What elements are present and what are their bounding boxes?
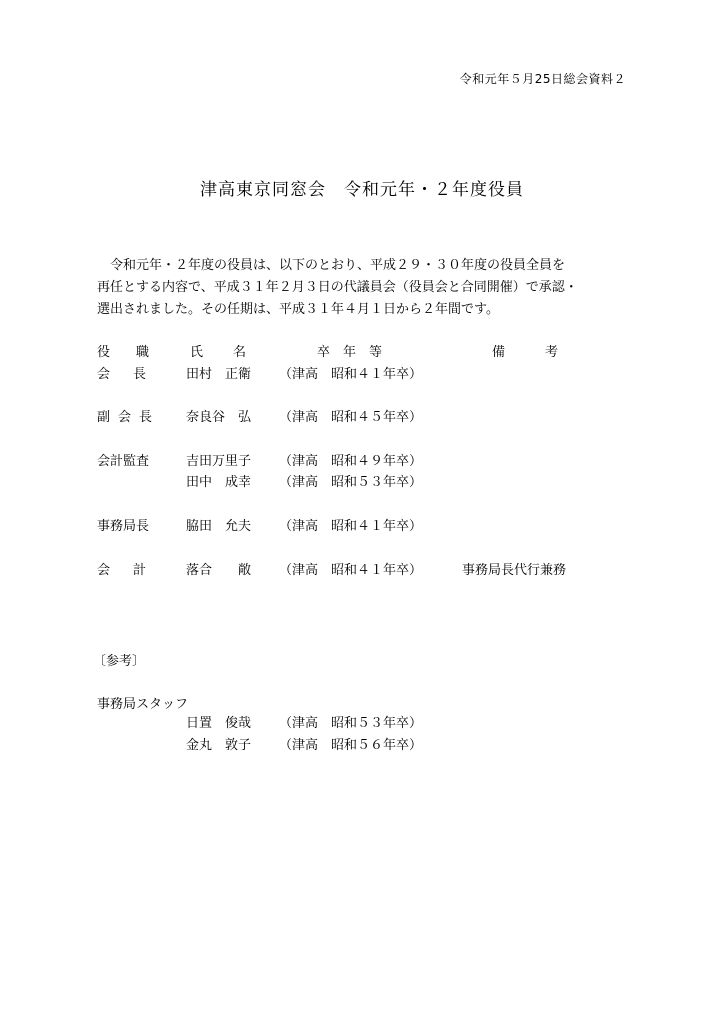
header-role: 役職 — [97, 345, 176, 360]
row-name: 吉田万里子 — [186, 454, 252, 469]
staff-name: 日置 俊哉 — [186, 716, 252, 731]
intro-line: 令和元年・２年度の役員は、以下のとおり、平成２９・３０年度の役員全員を — [110, 258, 566, 273]
row-cohort: （津高 昭和４１年卒） — [279, 367, 423, 382]
staff-cohort: （津高 昭和５６年卒） — [279, 738, 423, 753]
reference-label: 〔参考〕 — [93, 654, 146, 669]
row-name: 田村 正衛 — [186, 367, 252, 382]
intro-paragraph — [97, 255, 637, 321]
row-role: 事務局長 — [97, 519, 150, 534]
row-role: 会計 — [97, 563, 170, 578]
row-name: 落合 敞 — [186, 563, 252, 578]
row-cohort: （津高 昭和５３年卒） — [279, 475, 423, 490]
header-name: 氏名 — [190, 345, 277, 360]
header-cohort: 卒年等 — [317, 345, 396, 360]
row-cohort: （津高 昭和４１年卒） — [279, 519, 423, 534]
row-role: 会計監査 — [97, 454, 150, 469]
intro-line: 選出されました。その任期は、平成３１年４月１日から２年間です。 — [97, 302, 499, 317]
document-reference: 令和元年５月25日総会資料２ — [459, 72, 626, 86]
row-role: 副会長 — [97, 410, 161, 425]
staff-name: 金丸 敦子 — [186, 738, 252, 753]
row-cohort: （津高 昭和４１年卒） — [279, 563, 423, 578]
row-cohort: （津高 昭和４９年卒） — [279, 454, 423, 469]
intro-line: 再任とする内容で、平成３１年２月３日の代議員会（役員会と合同開催）で承認・ — [97, 280, 578, 295]
page-title: 津高東京同窓会 令和元年・２年度役員 — [200, 180, 524, 200]
staff-cohort: （津高 昭和５３年卒） — [279, 716, 423, 731]
row-cohort: （津高 昭和４５年卒） — [279, 410, 423, 425]
staff-label: 事務局スタッフ — [97, 697, 189, 712]
row-name: 脇田 允夫 — [186, 519, 252, 534]
row-role: 会長 — [97, 367, 170, 382]
row-note: 事務局長代行兼務 — [462, 563, 567, 578]
header-note: 備考 — [492, 345, 599, 360]
row-name: 奈良谷 弘 — [186, 410, 252, 425]
row-name: 田中 成幸 — [186, 475, 252, 490]
